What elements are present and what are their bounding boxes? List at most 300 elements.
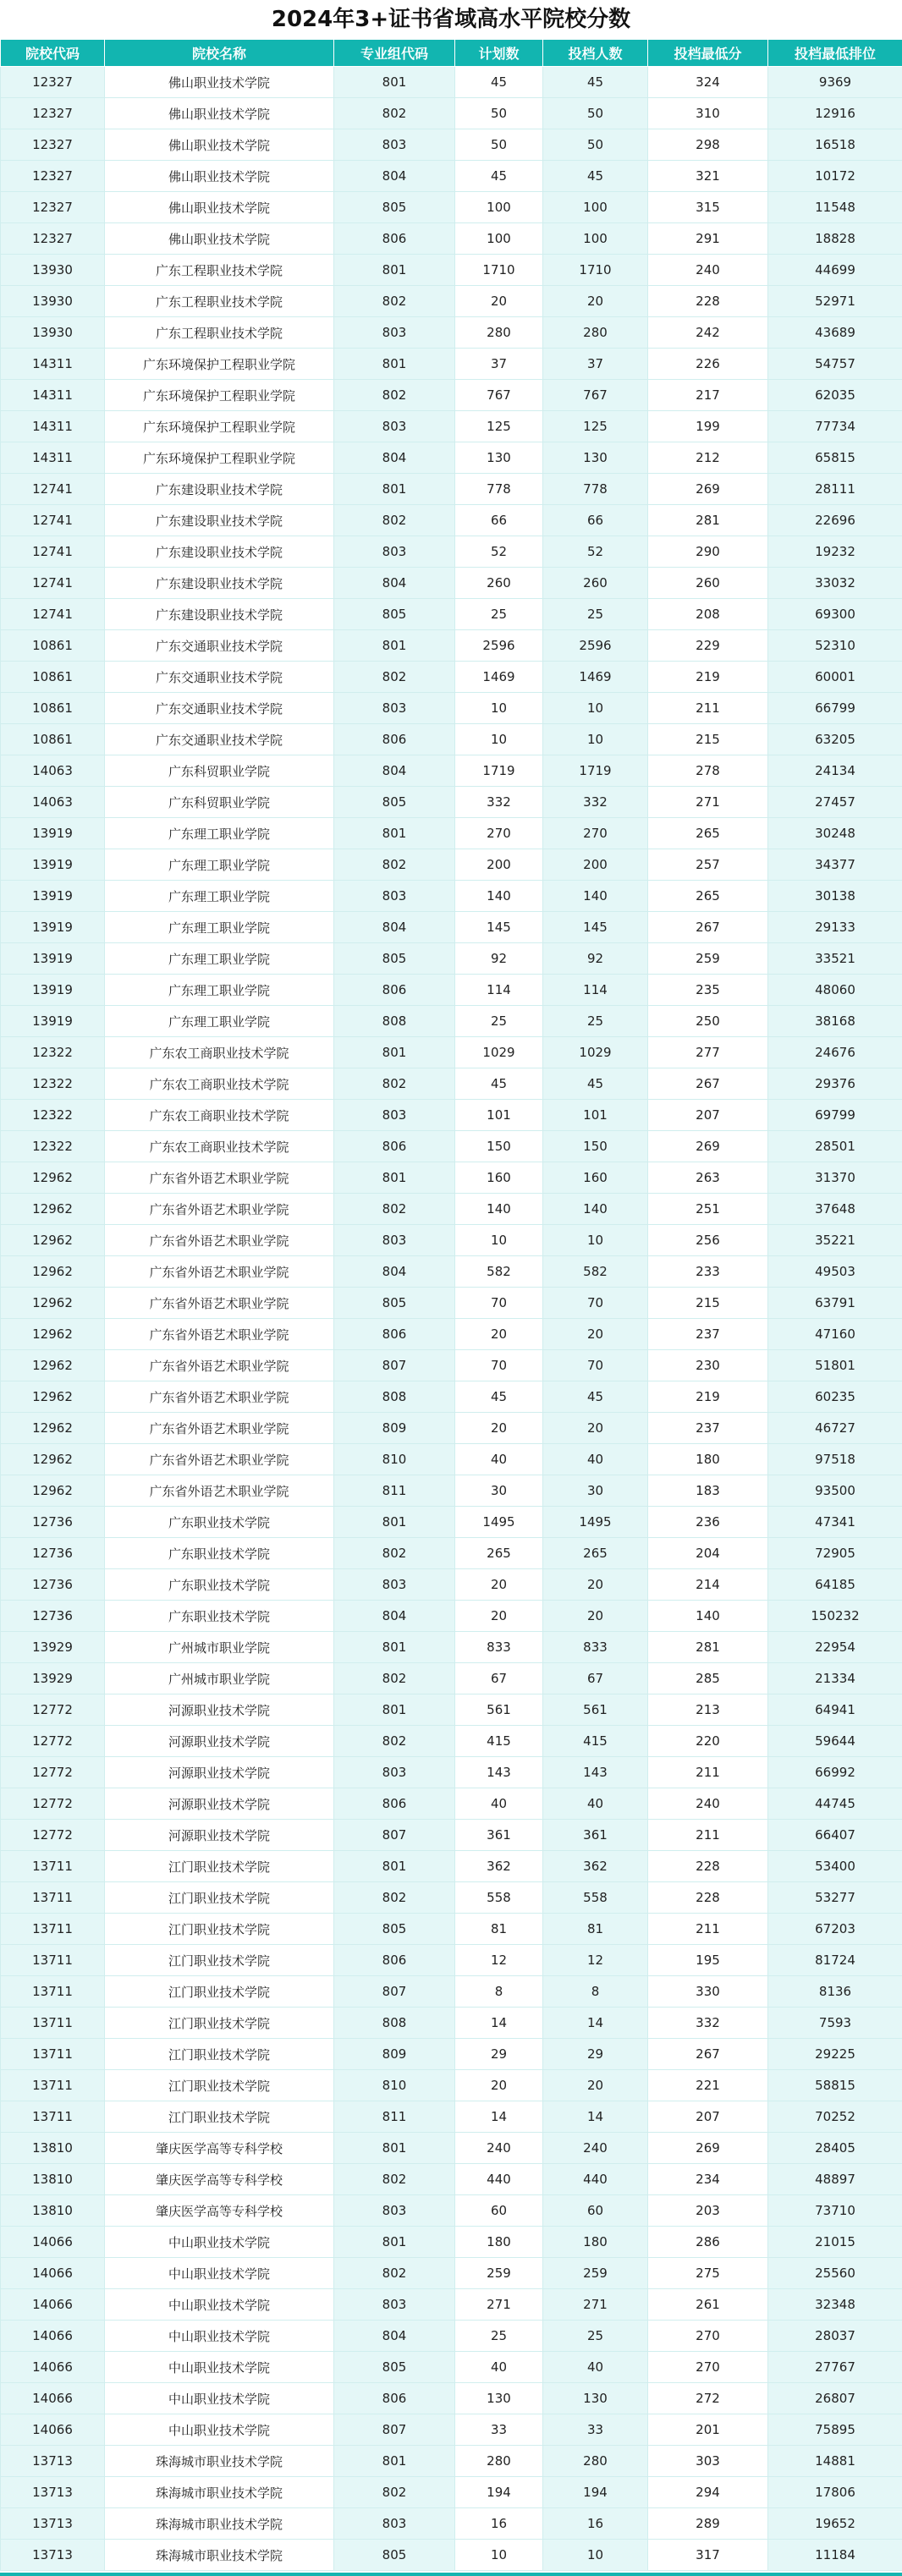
cell-group-code: 802 bbox=[334, 98, 455, 129]
header-min-rank: 投档最低排位 bbox=[768, 40, 902, 67]
cell-school-name: 广州城市职业学院 bbox=[105, 1663, 334, 1694]
cell-school-code: 13810 bbox=[1, 2164, 105, 2195]
cell-plan-count: 265 bbox=[455, 1538, 543, 1569]
cell-school-name: 广东省外语艺术职业学院 bbox=[105, 1413, 334, 1444]
cell-plan-count: 45 bbox=[455, 1381, 543, 1413]
cell-group-code: 802 bbox=[334, 662, 455, 693]
cell-min-score: 259 bbox=[648, 943, 768, 975]
header-plan-count: 计划数 bbox=[455, 40, 543, 67]
cell-plan-count: 66 bbox=[455, 505, 543, 536]
cell-school-code: 10861 bbox=[1, 630, 105, 662]
cell-plan-count: 100 bbox=[455, 223, 543, 255]
cell-min-rank: 29225 bbox=[768, 2039, 902, 2070]
cell-plan-count: 1710 bbox=[455, 255, 543, 286]
table-row bbox=[1, 129, 902, 161]
cell-school-name: 广东交通职业技术学院 bbox=[105, 662, 334, 693]
table-row bbox=[1, 2195, 902, 2227]
cell-admitted-count: 20 bbox=[543, 1413, 648, 1444]
table-row bbox=[1, 1663, 902, 1694]
table-row bbox=[1, 2039, 902, 2070]
cell-min-score: 265 bbox=[648, 818, 768, 849]
cell-min-score: 214 bbox=[648, 1569, 768, 1601]
cell-admitted-count: 114 bbox=[543, 975, 648, 1006]
cell-min-rank: 46727 bbox=[768, 1413, 902, 1444]
cell-admitted-count: 10 bbox=[543, 693, 648, 724]
cell-admitted-count: 20 bbox=[543, 1319, 648, 1350]
table-row bbox=[1, 912, 902, 943]
cell-min-rank: 34377 bbox=[768, 849, 902, 881]
table-row bbox=[1, 755, 902, 787]
cell-min-score: 228 bbox=[648, 1851, 768, 1882]
cell-school-name: 广东省外语艺术职业学院 bbox=[105, 1319, 334, 1350]
cell-group-code: 805 bbox=[334, 599, 455, 630]
cell-plan-count: 101 bbox=[455, 1100, 543, 1131]
header-school-name: 院校名称 bbox=[105, 40, 334, 67]
cell-school-code: 12322 bbox=[1, 1100, 105, 1131]
cell-plan-count: 33 bbox=[455, 2414, 543, 2446]
cell-plan-count: 561 bbox=[455, 1694, 543, 1726]
cell-school-name: 广东环境保护工程职业学院 bbox=[105, 380, 334, 411]
table-row bbox=[1, 2321, 902, 2352]
cell-min-rank: 25560 bbox=[768, 2258, 902, 2289]
cell-school-code: 12741 bbox=[1, 599, 105, 630]
cell-school-name: 中山职业技术学院 bbox=[105, 2352, 334, 2383]
table-row bbox=[1, 1882, 902, 1914]
cell-group-code: 803 bbox=[334, 2289, 455, 2321]
header-admitted-count: 投档人数 bbox=[543, 40, 648, 67]
cell-admitted-count: 125 bbox=[543, 411, 648, 442]
cell-admitted-count: 10 bbox=[543, 724, 648, 755]
cell-plan-count: 200 bbox=[455, 849, 543, 881]
cell-min-score: 310 bbox=[648, 98, 768, 129]
cell-school-code: 13711 bbox=[1, 2101, 105, 2133]
table-row bbox=[1, 1256, 902, 1288]
cell-admitted-count: 81 bbox=[543, 1914, 648, 1945]
table-row bbox=[1, 349, 902, 380]
cell-school-code: 12741 bbox=[1, 505, 105, 536]
cell-plan-count: 52 bbox=[455, 536, 543, 568]
cell-min-rank: 81724 bbox=[768, 1945, 902, 1976]
cell-plan-count: 92 bbox=[455, 943, 543, 975]
cell-school-code: 12736 bbox=[1, 1601, 105, 1632]
cell-min-rank: 66992 bbox=[768, 1757, 902, 1788]
table-row bbox=[1, 1131, 902, 1162]
cell-min-score: 265 bbox=[648, 881, 768, 912]
cell-school-name: 广东建设职业技术学院 bbox=[105, 474, 334, 505]
cell-plan-count: 130 bbox=[455, 442, 543, 474]
cell-min-score: 242 bbox=[648, 317, 768, 349]
cell-school-code: 13713 bbox=[1, 2540, 105, 2571]
cell-plan-count: 40 bbox=[455, 2352, 543, 2383]
table-row bbox=[1, 1601, 902, 1632]
cell-group-code: 803 bbox=[334, 1569, 455, 1601]
cell-group-code: 802 bbox=[334, 2477, 455, 2508]
page-title: 2024年3+证书省域高水平院校分数 bbox=[271, 7, 631, 32]
table-row bbox=[1, 1006, 902, 1037]
cell-school-code: 12772 bbox=[1, 1757, 105, 1788]
cell-min-rank: 59644 bbox=[768, 1726, 902, 1757]
cell-school-name: 中山职业技术学院 bbox=[105, 2321, 334, 2352]
cell-group-code: 801 bbox=[334, 1507, 455, 1538]
cell-min-score: 250 bbox=[648, 1006, 768, 1037]
cell-group-code: 801 bbox=[334, 2446, 455, 2477]
table-row bbox=[1, 2289, 902, 2321]
cell-school-code: 14066 bbox=[1, 2414, 105, 2446]
cell-min-score: 332 bbox=[648, 2008, 768, 2039]
cell-group-code: 805 bbox=[334, 787, 455, 818]
cell-school-name: 广东工程职业技术学院 bbox=[105, 255, 334, 286]
cell-school-code: 14311 bbox=[1, 411, 105, 442]
cell-school-code: 13711 bbox=[1, 1882, 105, 1914]
cell-group-code: 802 bbox=[334, 849, 455, 881]
cell-min-score: 291 bbox=[648, 223, 768, 255]
cell-plan-count: 20 bbox=[455, 1601, 543, 1632]
cell-min-score: 235 bbox=[648, 975, 768, 1006]
cell-school-name: 广东工程职业技术学院 bbox=[105, 286, 334, 317]
cell-school-code: 13711 bbox=[1, 1945, 105, 1976]
cell-min-score: 229 bbox=[648, 630, 768, 662]
cell-school-name: 广东建设职业技术学院 bbox=[105, 568, 334, 599]
cell-school-code: 12327 bbox=[1, 161, 105, 192]
cell-group-code: 806 bbox=[334, 1131, 455, 1162]
table-row bbox=[1, 568, 902, 599]
table-row bbox=[1, 1194, 902, 1225]
cell-school-name: 佛山职业技术学院 bbox=[105, 161, 334, 192]
table-row bbox=[1, 2414, 902, 2446]
cell-admitted-count: 12 bbox=[543, 1945, 648, 1976]
cell-min-score: 230 bbox=[648, 1350, 768, 1381]
cell-min-score: 219 bbox=[648, 1381, 768, 1413]
cell-min-score: 294 bbox=[648, 2477, 768, 2508]
cell-min-rank: 53400 bbox=[768, 1851, 902, 1882]
table-row bbox=[1, 67, 902, 98]
cell-min-score: 281 bbox=[648, 505, 768, 536]
cell-school-name: 江门职业技术学院 bbox=[105, 1914, 334, 1945]
cell-school-code: 12322 bbox=[1, 1068, 105, 1100]
cell-min-rank: 28405 bbox=[768, 2133, 902, 2164]
cell-school-name: 广东农工商职业技术学院 bbox=[105, 1131, 334, 1162]
cell-school-code: 12327 bbox=[1, 223, 105, 255]
cell-school-code: 13930 bbox=[1, 255, 105, 286]
cell-admitted-count: 200 bbox=[543, 849, 648, 881]
cell-min-rank: 49503 bbox=[768, 1256, 902, 1288]
cell-plan-count: 194 bbox=[455, 2477, 543, 2508]
cell-min-rank: 16518 bbox=[768, 129, 902, 161]
cell-group-code: 803 bbox=[334, 536, 455, 568]
cell-school-code: 14311 bbox=[1, 349, 105, 380]
cell-group-code: 801 bbox=[334, 474, 455, 505]
cell-min-rank: 73710 bbox=[768, 2195, 902, 2227]
cell-school-code: 12962 bbox=[1, 1444, 105, 1475]
table-row bbox=[1, 411, 902, 442]
cell-school-code: 12962 bbox=[1, 1319, 105, 1350]
cell-school-name: 广东理工职业学院 bbox=[105, 943, 334, 975]
cell-school-name: 肇庆医学高等专科学校 bbox=[105, 2164, 334, 2195]
cell-min-rank: 14881 bbox=[768, 2446, 902, 2477]
cell-school-code: 13713 bbox=[1, 2477, 105, 2508]
cell-min-rank: 27767 bbox=[768, 2352, 902, 2383]
table-row bbox=[1, 2164, 902, 2195]
cell-admitted-count: 40 bbox=[543, 2352, 648, 2383]
cell-min-score: 183 bbox=[648, 1475, 768, 1507]
cell-group-code: 802 bbox=[334, 2164, 455, 2195]
cell-school-name: 广东省外语艺术职业学院 bbox=[105, 1475, 334, 1507]
header-group-code: 专业组代码 bbox=[334, 40, 455, 67]
cell-plan-count: 25 bbox=[455, 2321, 543, 2352]
cell-min-rank: 10172 bbox=[768, 161, 902, 192]
cell-group-code: 801 bbox=[334, 1162, 455, 1194]
table-row bbox=[1, 849, 902, 881]
cell-admitted-count: 1029 bbox=[543, 1037, 648, 1068]
cell-admitted-count: 440 bbox=[543, 2164, 648, 2195]
cell-plan-count: 20 bbox=[455, 1569, 543, 1601]
cell-min-score: 207 bbox=[648, 1100, 768, 1131]
cell-admitted-count: 25 bbox=[543, 1006, 648, 1037]
table-row bbox=[1, 1820, 902, 1851]
cell-min-score: 180 bbox=[648, 1444, 768, 1475]
table-row bbox=[1, 1225, 902, 1256]
table-row bbox=[1, 505, 902, 536]
cell-min-score: 303 bbox=[648, 2446, 768, 2477]
cell-min-score: 260 bbox=[648, 568, 768, 599]
cell-admitted-count: 52 bbox=[543, 536, 648, 568]
cell-group-code: 802 bbox=[334, 1194, 455, 1225]
cell-school-name: 广东省外语艺术职业学院 bbox=[105, 1162, 334, 1194]
cell-admitted-count: 415 bbox=[543, 1726, 648, 1757]
cell-admitted-count: 25 bbox=[543, 2321, 648, 2352]
cell-school-code: 13929 bbox=[1, 1632, 105, 1663]
cell-school-name: 佛山职业技术学院 bbox=[105, 223, 334, 255]
cell-school-name: 广东理工职业学院 bbox=[105, 849, 334, 881]
cell-min-rank: 63791 bbox=[768, 1288, 902, 1319]
table-row bbox=[1, 2227, 902, 2258]
cell-school-code: 12322 bbox=[1, 1131, 105, 1162]
cell-school-code: 14066 bbox=[1, 2227, 105, 2258]
cell-school-code: 12962 bbox=[1, 1256, 105, 1288]
table-row bbox=[1, 818, 902, 849]
table-row bbox=[1, 943, 902, 975]
table-row bbox=[1, 1319, 902, 1350]
cell-group-code: 803 bbox=[334, 317, 455, 349]
cell-school-name: 广东建设职业技术学院 bbox=[105, 536, 334, 568]
cell-school-code: 13810 bbox=[1, 2133, 105, 2164]
cell-plan-count: 125 bbox=[455, 411, 543, 442]
table-row bbox=[1, 1444, 902, 1475]
cell-group-code: 802 bbox=[334, 505, 455, 536]
table-row bbox=[1, 1726, 902, 1757]
cell-min-score: 228 bbox=[648, 1882, 768, 1914]
cell-admitted-count: 2596 bbox=[543, 630, 648, 662]
cell-group-code: 804 bbox=[334, 1256, 455, 1288]
cell-group-code: 801 bbox=[334, 255, 455, 286]
cell-school-name: 佛山职业技术学院 bbox=[105, 67, 334, 98]
cell-min-rank: 51801 bbox=[768, 1350, 902, 1381]
cell-plan-count: 70 bbox=[455, 1350, 543, 1381]
cell-group-code: 803 bbox=[334, 1757, 455, 1788]
cell-group-code: 806 bbox=[334, 223, 455, 255]
cell-school-name: 广东省外语艺术职业学院 bbox=[105, 1288, 334, 1319]
cell-group-code: 808 bbox=[334, 1381, 455, 1413]
cell-min-score: 211 bbox=[648, 1820, 768, 1851]
cell-plan-count: 140 bbox=[455, 881, 543, 912]
cell-school-name: 珠海城市职业技术学院 bbox=[105, 2446, 334, 2477]
cell-school-code: 13711 bbox=[1, 2039, 105, 2070]
cell-plan-count: 180 bbox=[455, 2227, 543, 2258]
cell-admitted-count: 50 bbox=[543, 129, 648, 161]
cell-min-score: 211 bbox=[648, 1914, 768, 1945]
cell-group-code: 810 bbox=[334, 2070, 455, 2101]
cell-school-code: 12962 bbox=[1, 1162, 105, 1194]
cell-group-code: 802 bbox=[334, 1726, 455, 1757]
cell-school-code: 13929 bbox=[1, 1663, 105, 1694]
cell-admitted-count: 180 bbox=[543, 2227, 648, 2258]
cell-plan-count: 260 bbox=[455, 568, 543, 599]
cell-min-rank: 31370 bbox=[768, 1162, 902, 1194]
cell-group-code: 803 bbox=[334, 2508, 455, 2540]
cell-group-code: 804 bbox=[334, 912, 455, 943]
table-row bbox=[1, 1381, 902, 1413]
cell-group-code: 801 bbox=[334, 1851, 455, 1882]
cell-plan-count: 270 bbox=[455, 818, 543, 849]
cell-admitted-count: 361 bbox=[543, 1820, 648, 1851]
cell-min-score: 317 bbox=[648, 2540, 768, 2571]
cell-group-code: 803 bbox=[334, 693, 455, 724]
cell-school-name: 中山职业技术学院 bbox=[105, 2383, 334, 2414]
table-row bbox=[1, 2508, 902, 2540]
table-row bbox=[1, 1569, 902, 1601]
cell-admitted-count: 70 bbox=[543, 1350, 648, 1381]
cell-admitted-count: 160 bbox=[543, 1162, 648, 1194]
cell-school-name: 广东省外语艺术职业学院 bbox=[105, 1256, 334, 1288]
cell-min-score: 233 bbox=[648, 1256, 768, 1288]
cell-min-score: 195 bbox=[648, 1945, 768, 1976]
cell-school-name: 广东职业技术学院 bbox=[105, 1601, 334, 1632]
table-row bbox=[1, 693, 902, 724]
cell-min-score: 212 bbox=[648, 442, 768, 474]
cell-min-score: 269 bbox=[648, 2133, 768, 2164]
table-row bbox=[1, 1788, 902, 1820]
cell-school-code: 13930 bbox=[1, 286, 105, 317]
cell-admitted-count: 259 bbox=[543, 2258, 648, 2289]
cell-min-score: 286 bbox=[648, 2227, 768, 2258]
cell-min-score: 234 bbox=[648, 2164, 768, 2195]
cell-plan-count: 81 bbox=[455, 1914, 543, 1945]
cell-plan-count: 332 bbox=[455, 787, 543, 818]
cell-min-rank: 47160 bbox=[768, 1319, 902, 1350]
cell-min-rank: 77734 bbox=[768, 411, 902, 442]
cell-group-code: 802 bbox=[334, 1882, 455, 1914]
table-row bbox=[1, 2446, 902, 2477]
cell-min-rank: 65815 bbox=[768, 442, 902, 474]
cell-min-rank: 12916 bbox=[768, 98, 902, 129]
cell-school-name: 广东职业技术学院 bbox=[105, 1507, 334, 1538]
cell-min-rank: 26807 bbox=[768, 2383, 902, 2414]
cell-group-code: 809 bbox=[334, 2039, 455, 2070]
cell-plan-count: 20 bbox=[455, 286, 543, 317]
cell-plan-count: 10 bbox=[455, 724, 543, 755]
cell-group-code: 803 bbox=[334, 411, 455, 442]
table-row bbox=[1, 1945, 902, 1976]
cell-min-score: 256 bbox=[648, 1225, 768, 1256]
cell-min-score: 219 bbox=[648, 662, 768, 693]
cell-school-name: 河源职业技术学院 bbox=[105, 1820, 334, 1851]
cell-school-name: 中山职业技术学院 bbox=[105, 2414, 334, 2446]
cell-group-code: 810 bbox=[334, 1444, 455, 1475]
cell-group-code: 807 bbox=[334, 1350, 455, 1381]
cell-admitted-count: 130 bbox=[543, 2383, 648, 2414]
cell-plan-count: 100 bbox=[455, 192, 543, 223]
cell-plan-count: 833 bbox=[455, 1632, 543, 1663]
cell-min-rank: 64185 bbox=[768, 1569, 902, 1601]
cell-school-code: 10861 bbox=[1, 724, 105, 755]
cell-group-code: 801 bbox=[334, 1694, 455, 1726]
cell-school-code: 12772 bbox=[1, 1726, 105, 1757]
table-row bbox=[1, 1757, 902, 1788]
cell-school-name: 广东交通职业技术学院 bbox=[105, 693, 334, 724]
cell-min-score: 208 bbox=[648, 599, 768, 630]
cell-min-rank: 52310 bbox=[768, 630, 902, 662]
cell-min-rank: 62035 bbox=[768, 380, 902, 411]
table-row bbox=[1, 1851, 902, 1882]
cell-group-code: 811 bbox=[334, 1475, 455, 1507]
table-row bbox=[1, 536, 902, 568]
cell-min-rank: 28037 bbox=[768, 2321, 902, 2352]
cell-min-rank: 21334 bbox=[768, 1663, 902, 1694]
cell-school-code: 12327 bbox=[1, 98, 105, 129]
cell-school-code: 13930 bbox=[1, 317, 105, 349]
cell-min-score: 271 bbox=[648, 787, 768, 818]
cell-min-rank: 60001 bbox=[768, 662, 902, 693]
cell-group-code: 805 bbox=[334, 1288, 455, 1319]
table-row bbox=[1, 1507, 902, 1538]
cell-min-score: 267 bbox=[648, 1068, 768, 1100]
cell-plan-count: 20 bbox=[455, 1319, 543, 1350]
cell-min-rank: 44699 bbox=[768, 255, 902, 286]
cell-school-code: 12962 bbox=[1, 1288, 105, 1319]
cell-school-name: 广东理工职业学院 bbox=[105, 975, 334, 1006]
cell-min-score: 267 bbox=[648, 2039, 768, 2070]
table-row bbox=[1, 2258, 902, 2289]
cell-school-name: 珠海城市职业技术学院 bbox=[105, 2540, 334, 2571]
cell-min-rank: 53277 bbox=[768, 1882, 902, 1914]
table-body bbox=[1, 67, 902, 2571]
cell-min-rank: 28111 bbox=[768, 474, 902, 505]
cell-group-code: 801 bbox=[334, 67, 455, 98]
cell-admitted-count: 1710 bbox=[543, 255, 648, 286]
cell-min-score: 211 bbox=[648, 693, 768, 724]
cell-admitted-count: 140 bbox=[543, 881, 648, 912]
cell-group-code: 805 bbox=[334, 2352, 455, 2383]
cell-school-name: 广东环境保护工程职业学院 bbox=[105, 411, 334, 442]
cell-group-code: 804 bbox=[334, 1601, 455, 1632]
cell-min-score: 298 bbox=[648, 129, 768, 161]
cell-min-score: 269 bbox=[648, 474, 768, 505]
cell-school-code: 13919 bbox=[1, 818, 105, 849]
cell-school-code: 12327 bbox=[1, 192, 105, 223]
cell-group-code: 808 bbox=[334, 2008, 455, 2039]
cell-group-code: 803 bbox=[334, 881, 455, 912]
table-row bbox=[1, 599, 902, 630]
cell-group-code: 802 bbox=[334, 380, 455, 411]
table-row bbox=[1, 1162, 902, 1194]
cell-min-score: 330 bbox=[648, 1976, 768, 2008]
cell-plan-count: 20 bbox=[455, 2070, 543, 2101]
cell-school-name: 广州城市职业学院 bbox=[105, 1632, 334, 1663]
cell-school-name: 广东农工商职业技术学院 bbox=[105, 1100, 334, 1131]
table-row bbox=[1, 975, 902, 1006]
cell-school-code: 13711 bbox=[1, 1851, 105, 1882]
cell-min-score: 267 bbox=[648, 912, 768, 943]
